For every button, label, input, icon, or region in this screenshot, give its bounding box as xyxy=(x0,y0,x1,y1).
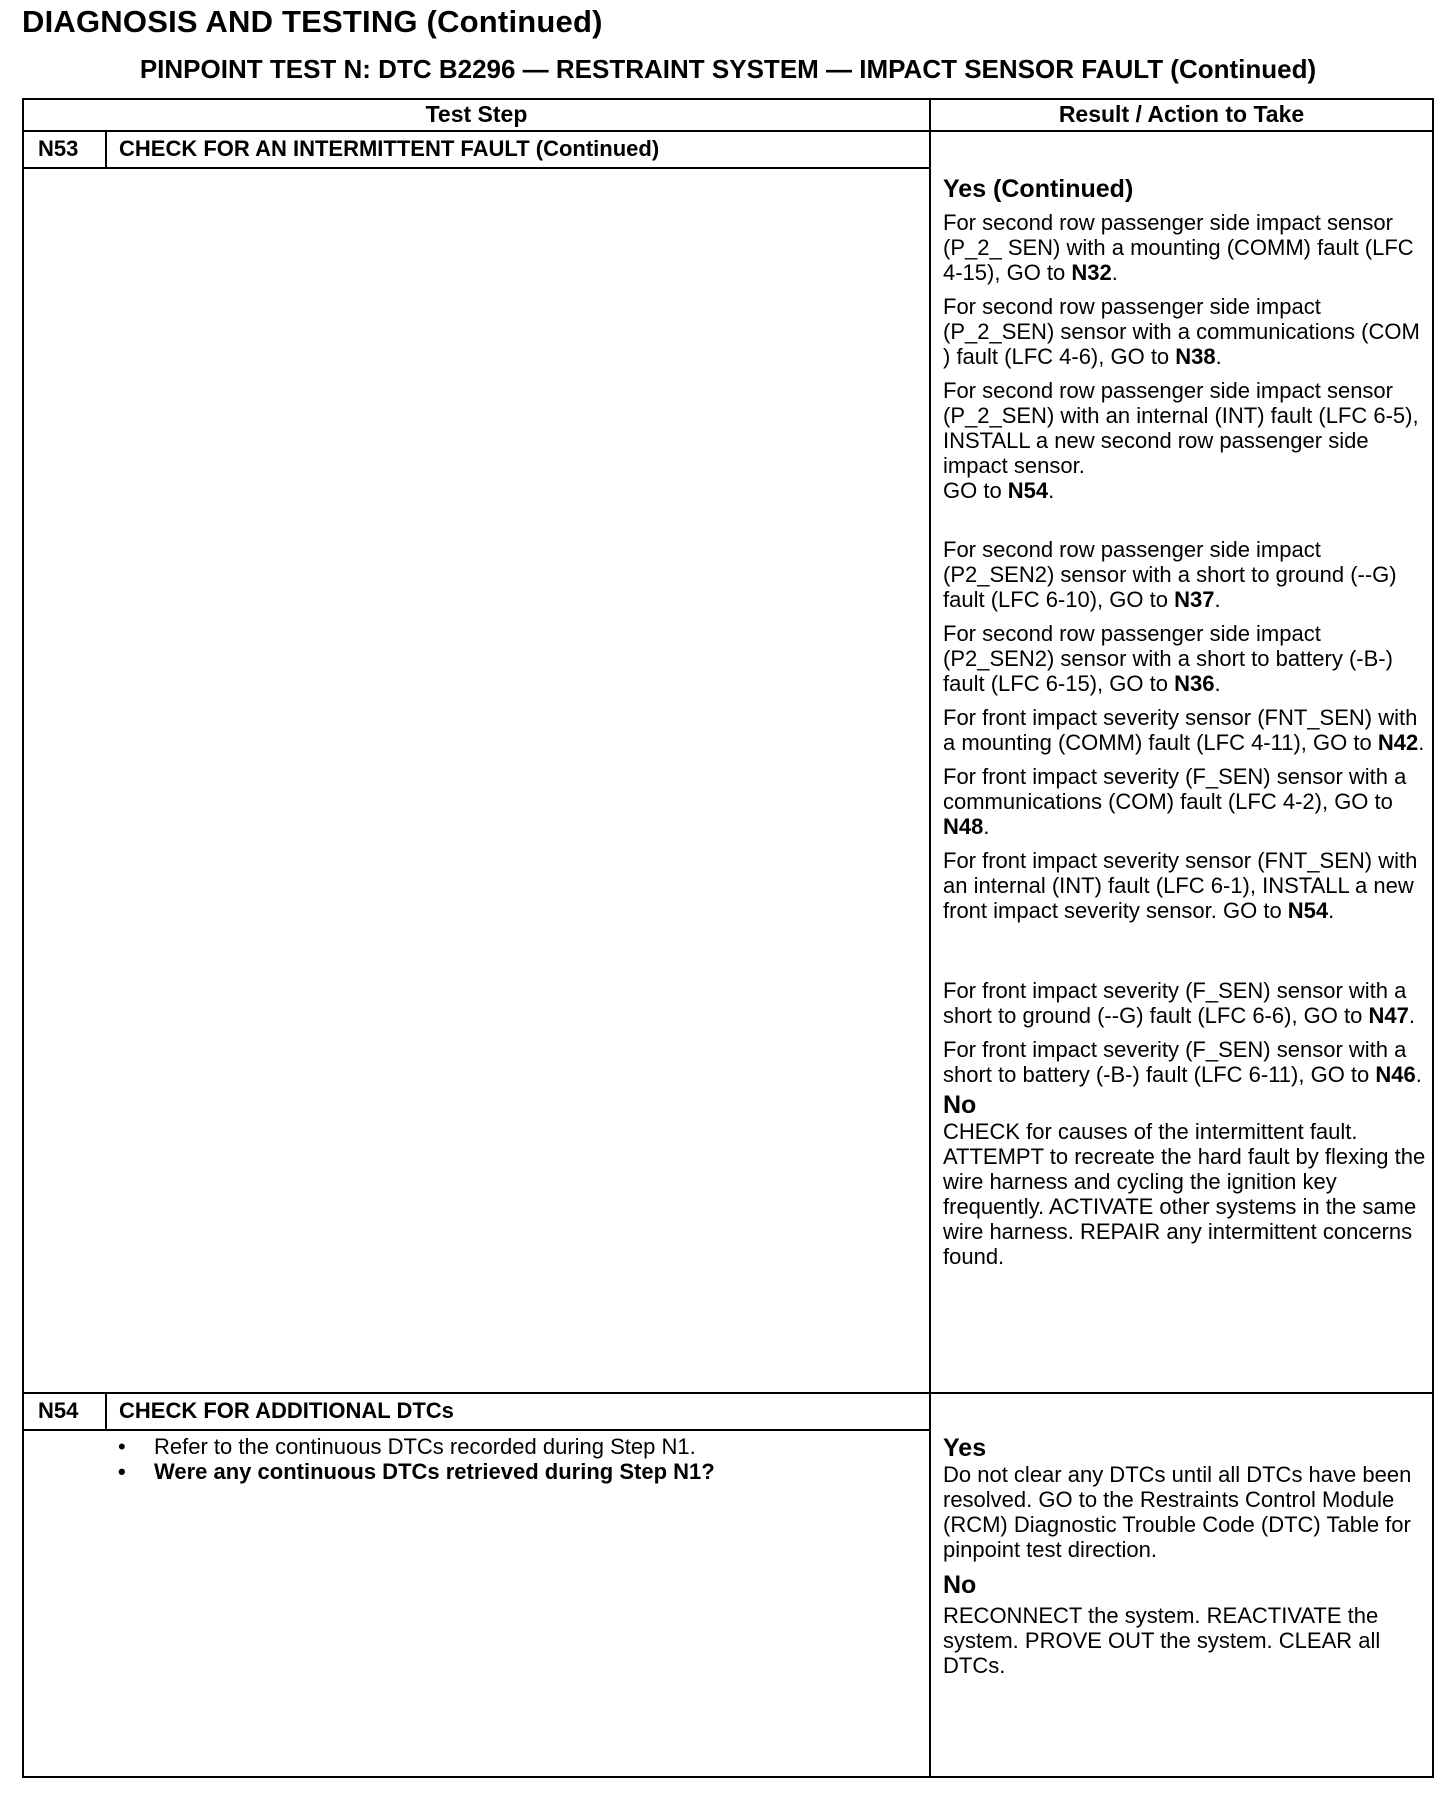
no-heading: No xyxy=(943,1091,977,1119)
column-divider xyxy=(929,98,931,1778)
result-item: For front impact severity (F_SEN) sensor with a communications (COM) fault (LFC 4-2), GO to N48. xyxy=(943,764,1407,839)
header-result-action: Result / Action to Take xyxy=(1058,101,1305,127)
step-title-n53: CHECK FOR AN INTERMITTENT FAULT (Continued) xyxy=(119,136,660,161)
yes-heading: Yes xyxy=(943,1434,987,1462)
n53-result xyxy=(943,174,1431,1269)
header-test-step: Test Step xyxy=(425,101,528,127)
instruction-question: • Were any continuous DTCs retrieved during Step N1? xyxy=(118,1459,715,1484)
row-divider xyxy=(22,1392,1434,1394)
result-item: GO to N54. xyxy=(943,478,1055,503)
no-heading: No xyxy=(943,1571,977,1599)
n53-id-divider xyxy=(105,130,107,169)
n53-title-divider xyxy=(22,167,931,169)
step-id-n53: N53 xyxy=(38,136,79,161)
result-item: For second row passenger side impact sensor (P_2_ SEN) with a mounting (COMM) fault (LFC 4-15), GO to N32. xyxy=(943,210,1414,285)
n54-id-divider xyxy=(105,1392,107,1431)
result-item: For second row passenger side impact (P2_SEN2) sensor with a short to battery (-B-) fault (LFC 6-15), GO to N36. xyxy=(943,621,1393,696)
result-item: For front impact severity sensor (FNT_SEN) with an internal (INT) fault (LFC 6-1), INSTALL a new front impact severity sensor. GO to N54. xyxy=(943,848,1418,923)
result-item: For front impact severity sensor (FNT_SEN) with a mounting (COMM) fault (LFC 4-11), GO to N42. xyxy=(943,705,1425,755)
result-item: For front impact severity (F_SEN) sensor with a short to ground (--G) fault (LFC 6-6), GO to N47. xyxy=(943,978,1415,1028)
n54-title-divider xyxy=(22,1429,931,1431)
yes-action-text: Do not clear any DTCs until all DTCs have been resolved. GO to the Restraints Control Module (RCM) Diagnostic Trouble Code (DTC) Table for pinpoint test direction. xyxy=(943,1462,1412,1562)
result-item: For second row passenger side impact (P_2_SEN) sensor with a communications (COM ) fault (LFC 4-6), GO to N38. xyxy=(943,294,1420,369)
step-title-n54: CHECK FOR ADDITIONAL DTCs xyxy=(119,1398,454,1423)
header-divider xyxy=(22,130,1434,132)
yes-heading: Yes (Continued) xyxy=(943,175,1134,203)
no-action-text: RECONNECT the system. REACTIVATE the system. PROVE OUT the system. CLEAR all DTCs. xyxy=(943,1603,1381,1678)
instruction-item: • Refer to the continuous DTCs recorded during Step N1. xyxy=(118,1434,715,1459)
result-item: For front impact severity (F_SEN) sensor with a short to battery (-B-) fault (LFC 6-11), GO to N46. xyxy=(943,1037,1422,1087)
result-item: For second row passenger side impact sensor (P_2_SEN) with an internal (INT) fault (LFC 6-5), INSTALL a new second row passenger side impact sensor. xyxy=(943,378,1419,478)
pinpoint-test-subtitle: PINPOINT TEST N: DTC B2296 — RESTRAINT SYSTEM — IMPACT SENSOR FAULT (Continued) xyxy=(139,54,1317,84)
step-id-n54: N54 xyxy=(38,1398,79,1423)
n54-result xyxy=(943,1434,1431,1678)
no-action-text: CHECK for causes of the intermittent fault. ATTEMPT to recreate the hard fault by flexing the wire harness and cycling the ignition key frequently. ACTIVATE other systems in the same wire harness. REPAIR any intermittent concerns found. xyxy=(943,1119,1426,1269)
page-title: DIAGNOSIS AND TESTING (Continued) xyxy=(22,4,603,39)
result-item: For second row passenger side impact (P2_SEN2) sensor with a short to ground (--G) fault (LFC 6-10), GO to N37. xyxy=(943,537,1397,612)
n54-instructions xyxy=(118,1434,715,1484)
